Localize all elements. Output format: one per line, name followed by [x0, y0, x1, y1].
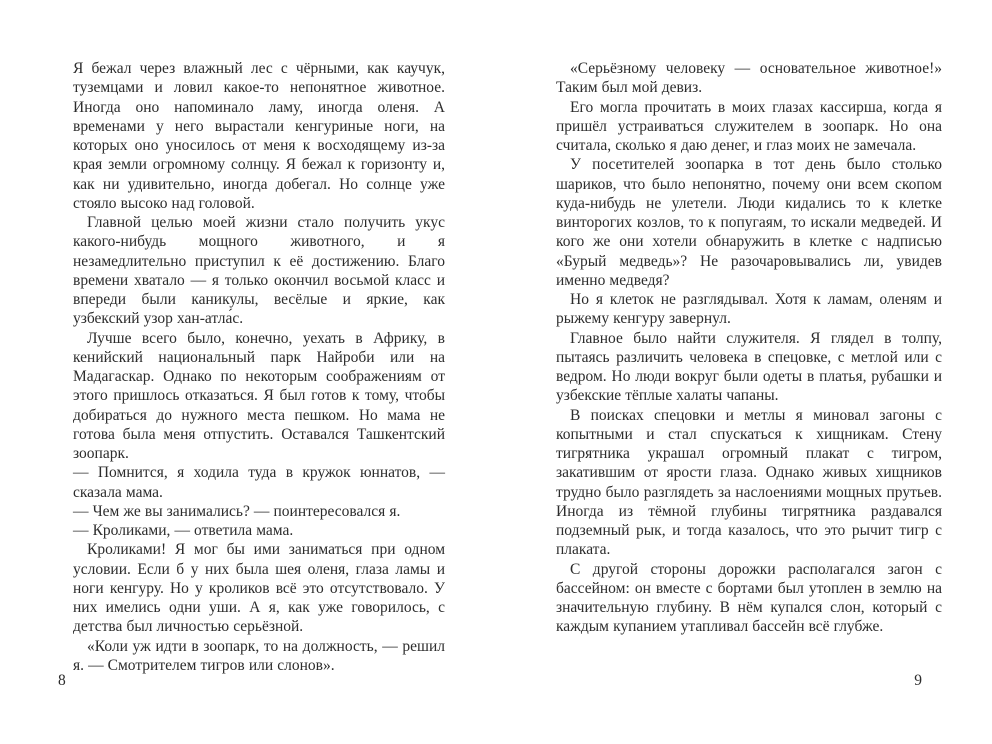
paragraph: «Серьёзному человеку — основательное животное!» Таким был мой девиз.	[556, 60, 942, 97]
page-number-left: 8	[58, 672, 66, 689]
paragraph: «Коли уж идти в зоопарк, то на должность, — решил я. — Смотрителем тигров или слонов».	[73, 637, 445, 674]
paragraph: — Кроликами, — ответила мама.	[73, 522, 294, 539]
paragraph: — Чем же вы занимались? — поинтересовался я.	[73, 502, 401, 520]
paragraph: В поисках спецовки и метлы я миновал загоны с копытными и стал спускаться к хищникам. Стену тигрятника украшал огромный плакат с тигром, закатившим от ярости глаза. Однако живых хищников трудно было разглядеть за наслоениями мощных прутьев. Иногда из тёмной глубины тигрятника раздавался подземный рык, и тогда казалось, что это рычит тигр с плаката.	[556, 406, 942, 559]
paragraph: Его могла прочитать в моих глазах кассирша, когда я пришёл устраиваться служителем в зоопарк. Но она считала, сколько я даю денег, и глаз моих не замечала.	[556, 98, 942, 154]
paragraph: Главное было найти служителя. Я глядел в толпу, пытаясь различить человека в спецовке, с метлой или с ведром. Но люди вокруг были одеты в платья, рубашки и узбекские тёплые халаты чапаны.	[556, 329, 942, 405]
page-number-right-container	[556, 671, 942, 690]
paragraph: У посетителей зоопарка в тот день было столько шариков, что было непонятно, почему они всем скопом куда-нибудь не улетели. Люди кидались то к клетке винторогих козлов, то к попугаям, то искали медведей. И кого же они хотели обнаружить в клетке с надписью «Бурый медведь»? Не разочаровывались ли, увидев именно медведя?	[556, 156, 942, 289]
left-page-text	[73, 59, 445, 675]
paragraph: Кроликами! Я мог бы ими заниматься при одном условии. Если б у них была шея оленя, глаза ламы и ноги кенгуру. Но у кроликов всё это отсутствовало. У них имелись одни уши. А я, как уже говорилось, с детства был личностью серьёзной.	[73, 541, 445, 636]
paragraph: Главной целью моей жизни стало получить укус какого-нибудь мощного животного, и я незамедлительно приступил к её достижению. Благо времени хватало — я только окончил восьмой класс и впереди были каникулы, весёлые и яркие, как узбекский узор хан-атла́с.	[73, 214, 445, 328]
paragraph: Лучше всего было, конечно, уехать в Африку, в кенийский национальный парк Найроби или на Мадагаскар. Однако по некоторым соображениям от этого пришлось отказаться. Я был готов к тому, чтобы добираться до нужного места пешком. Но мама не готова была меня отпустить. Оставался Ташкентский зоопарк.	[73, 329, 445, 462]
paragraph: — Помнится, я ходила туда в кружок юннатов, — сказала мама.	[73, 464, 445, 501]
paragraph: Я бежал через влажный лес с чёрными, как каучук, туземцами и ловил какое-то непонятное животное. Иногда оно напоминало ламу, иногда оленя. А временами у него вырастали кенгуриные ноги, на которых оно уносилось от меня к восходящему из-за края земли огромному солнцу. Я бежал к горизонту и, как ни удивительно, иногда добегал. Но солнце уже стояло высоко над головой.	[73, 60, 445, 212]
paragraph: С другой стороны дорожки располагался загон с бассейном: он вместе с бортами был утоплен в землю на значительную глубину. В нём купался слон, который с каждым купанием утапливал бассейн всё глубже.	[556, 560, 942, 636]
page-number-right: 9	[914, 672, 922, 689]
right-page-text	[556, 59, 942, 637]
paragraph: Но я клеток не разглядывал. Хотя к ламам, оленям и рыжему кенгуру завернул.	[556, 291, 942, 328]
